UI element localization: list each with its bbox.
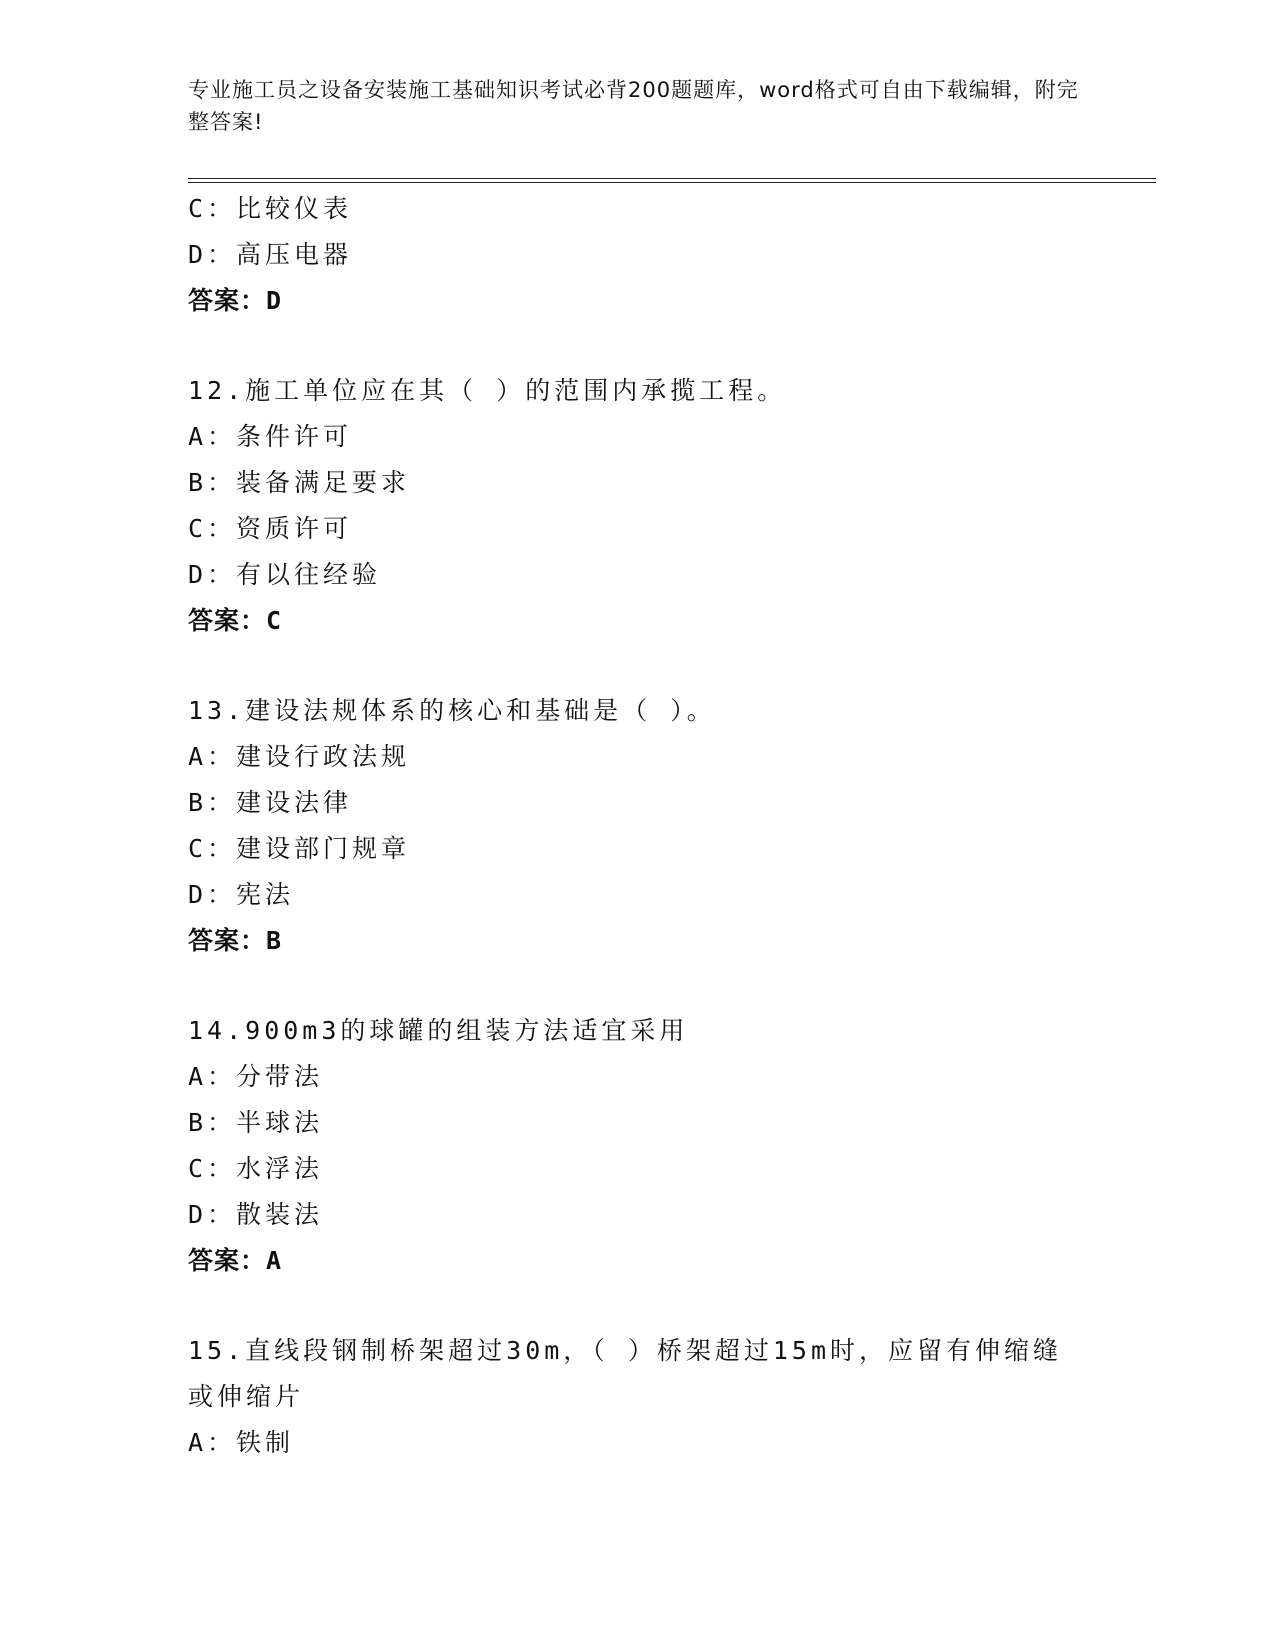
option-c: C：建设部门规章 <box>188 834 411 863</box>
answer-line: 答案：D <box>188 286 283 315</box>
question-11-continued <box>188 186 1088 324</box>
header-divider <box>188 178 1156 183</box>
question-text: 15.直线段钢制桥架超过30m，（ ）桥架超过15m时，应留有伸缩缝或伸缩片 <box>188 1336 1063 1411</box>
option-d: D：散装法 <box>188 1200 324 1229</box>
question-12 <box>188 368 1088 644</box>
question-text: 12.施工单位应在其（ ）的范围内承揽工程。 <box>188 376 787 405</box>
option-c: C：水浮法 <box>188 1154 324 1183</box>
option-a: A：分带法 <box>188 1062 324 1091</box>
option-d: D：宪法 <box>188 880 295 909</box>
answer-line: 答案：B <box>188 926 283 955</box>
option-d: D：高压电器 <box>188 240 353 269</box>
option-b: B：装备满足要求 <box>188 468 411 497</box>
question-list <box>188 186 1088 1466</box>
option-b: B：建设法律 <box>188 788 353 817</box>
header-title: 专业施工员之设备安装施工基础知识考试必背200题题库，word格式可自由下载编辑，附完整答案! <box>188 78 1079 134</box>
question-13 <box>188 688 1088 964</box>
option-a: A：建设行政法规 <box>188 742 411 771</box>
question-text: 13.建设法规体系的核心和基础是（ ）。 <box>188 696 716 725</box>
answer-line: 答案：A <box>188 1246 283 1275</box>
option-d: D：有以往经验 <box>188 560 382 589</box>
option-b: B：半球法 <box>188 1108 324 1137</box>
option-a: A：条件许可 <box>188 422 353 451</box>
question-14 <box>188 1008 1088 1284</box>
option-c: C：资质许可 <box>188 514 353 543</box>
option-a: A：铁制 <box>188 1428 295 1457</box>
document-header <box>188 74 1088 138</box>
question-15 <box>188 1328 1088 1466</box>
option-c: C：比较仪表 <box>188 194 353 223</box>
question-text: 14.900m3的球罐的组装方法适宜采用 <box>188 1016 689 1045</box>
answer-line: 答案：C <box>188 606 283 635</box>
